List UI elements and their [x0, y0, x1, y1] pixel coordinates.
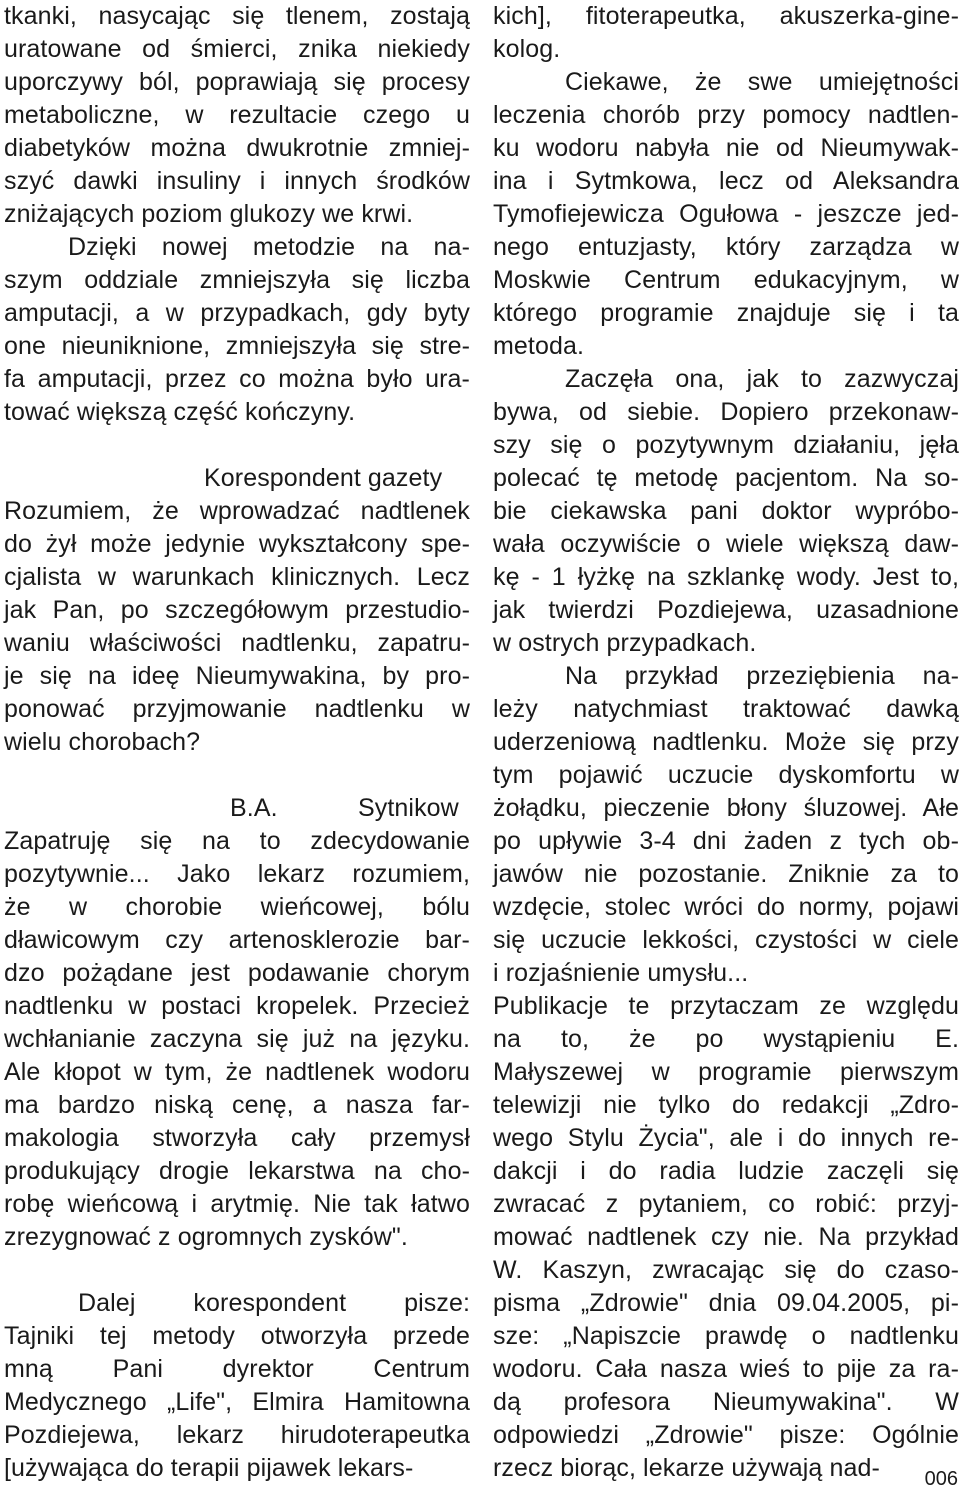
text-line: kich], fitoterapeutka, akuszerka-gine- [493, 2, 959, 30]
text-line: sze: „Napiszcie prawdę o nadtlenku [493, 1322, 959, 1350]
text-line: Ale kłopot w tym, że nadtlenek wodoru [4, 1058, 470, 1086]
text-line: wzdęcie, stolec wróci do normy, pojawi [493, 893, 959, 921]
text-line: metoda. [493, 332, 585, 360]
paragraph-5 [493, 990, 959, 1485]
text-line: rzecz biorąc, lekarze używają nad- [493, 1454, 880, 1482]
text-line: na to, że po wystąpieniu E. [493, 1025, 959, 1053]
text-line: żołądku, pieczenie błony śluzowej. Ałe [493, 794, 959, 822]
text-line: wielu chorobach? [4, 728, 201, 756]
text-line: bie ciekawska pani doktor wypróbo- [493, 497, 959, 525]
text-line: cjalista w warunkach klinicznych. Lecz [4, 563, 470, 591]
text-line: W. Kaszyn, zwracając się do czaso- [493, 1256, 959, 1284]
text-line: polecać tę metodę pacjentom. Na so- [493, 464, 959, 492]
text-line: wodoru. Cała nasza wieś to pije za ra- [493, 1355, 959, 1383]
text-line: i rozjaśnienie umysłu... [493, 959, 749, 987]
text-line: Zapatruję się na to zdecydowanie [4, 827, 470, 855]
speaker-label [4, 792, 470, 825]
text-line: w ostrych przypadkach. [493, 629, 757, 657]
text-line: Medycznego „Life", Elmira Hamitowna [4, 1388, 470, 1416]
text-line: się uczucie lekkości, czystości w ciele [493, 926, 959, 954]
text-line: telewizji nie tylko do redakcji „Zdro- [493, 1091, 959, 1119]
text-line: jak twierdzi Pozdiejewa, uzasadnione [493, 596, 959, 624]
text-line: Tajniki tej metody otworzyła przede [4, 1322, 470, 1350]
text-line: bywa, od siebie. Dopiero przekonaw- [493, 398, 959, 426]
text-line: którego programie znajduje się i ta [493, 299, 959, 327]
text-line: Moskwie Centrum edukacyjnym, w [493, 266, 959, 294]
text-line: fa amputacji, przez co można było ura- [4, 365, 470, 393]
text-line: makologia stworzyła cały przemysł [4, 1124, 470, 1152]
text-line: leczenia chorób przy pomocy nadtlen- [493, 101, 959, 129]
spacer [4, 759, 470, 792]
spacer [4, 429, 470, 462]
text-line: do żył może jedynie wykształcony spe- [4, 530, 470, 558]
text-line: wała oczywiście o wiele większą daw- [493, 530, 959, 558]
text-line: szym oddziale zmniejszyła się liczba [4, 266, 470, 294]
text-line: wego Stylu Życia", ale i do innych re- [493, 1124, 959, 1152]
speaker-initials: B.A. [230, 794, 278, 822]
speaker-name: Sytnikow [358, 794, 459, 822]
text-line: diabetyków można dwukrotnie zmniej- [4, 134, 470, 162]
text-line: produkujący drogie lekarstwa na cho- [4, 1157, 470, 1185]
text-line: Dalej korespondent pisze: [78, 1289, 470, 1317]
text-line: dakcji i do radia ludzie zaczęli się [493, 1157, 959, 1185]
text-line: szy się o pozytywnym działaniu, jęła [493, 431, 959, 459]
text-line: zniżających poziom glukozy we krwi. [4, 200, 414, 228]
paragraph-2 [493, 66, 959, 363]
text-line: leży natychmiast traktować dawką [493, 695, 959, 723]
text-line: Zaczęła ona, jak to zazwyczaj [565, 365, 959, 393]
text-line: Publikacje te przytaczam ze względu [493, 992, 959, 1020]
text-line: tkanki, nasycając się tlenem, zostają [4, 2, 470, 30]
text-line: jak Pan, po szczegółowym przestudio- [4, 596, 470, 624]
text-line: Na przykład przeziębienia na- [565, 662, 959, 690]
text-line: Pozdiejewa, lekarz hirudoterapeutka [4, 1421, 470, 1449]
text-line: waniu właściwości nadtlenku, zapatru- [4, 629, 470, 657]
right-column [493, 0, 959, 1485]
text-line: dzo pożądane jest podawanie chorym [4, 959, 470, 987]
paragraph-3 [493, 363, 959, 660]
paragraph-1 [493, 0, 959, 66]
text-line: mować nadtlenek czy nie. Na przykład [493, 1223, 959, 1251]
text-line: zwracać z pytaniem, co robić: przyj- [493, 1190, 959, 1218]
text-line: metaboliczne, w rezultacie czego u [4, 101, 470, 129]
text-line: [używająca do terapii pijawek lekars- [4, 1454, 414, 1482]
left-column [4, 0, 470, 1485]
text-line: tować większą część kończyny. [4, 398, 356, 426]
text-line: że w chorobie wieńcowej, bólu [4, 893, 470, 921]
text-line: Ciekawe, że swe umiejętności [565, 68, 959, 96]
text-line: odpowiedzi „Zdrowie" pisze: Ogólnie [493, 1421, 959, 1449]
paragraph-2 [4, 231, 470, 429]
text-line: ponować przyjmowanie nadtlenku w [4, 695, 470, 723]
spacer [4, 1254, 470, 1287]
text-line: Dzięki nowej metodzie na na- [68, 233, 470, 261]
text-line: amputacji, a w przypadkach, gdy byty [4, 299, 470, 327]
text-line: kolog. [493, 35, 561, 63]
text-line: szyć dawki insuliny i innych środków [4, 167, 470, 195]
page-number: 006 [924, 1468, 958, 1490]
paragraph-5 [4, 1287, 470, 1485]
text-line: pisma „Zdrowie" dnia 09.04.2005, pi- [493, 1289, 959, 1317]
text-line: po upływie 3-4 dni żaden z tych ob- [493, 827, 959, 855]
text-line: uporczywy ból, poprawiają się procesy [4, 68, 470, 96]
text-line: tym pojawić uczucie dyskomfortu w [493, 761, 959, 789]
text-line: Tymofiejewicza Ogułowa - jeszcze jed- [493, 200, 959, 228]
text-line: mną Pani dyrektor Centrum [4, 1355, 470, 1383]
text-line: robę wieńcową i arytmię. Nie tak łatwo [4, 1190, 470, 1218]
text-line: Małyszewej w programie pierwszym [493, 1058, 959, 1086]
paragraph-4 [4, 825, 470, 1254]
paragraph-4 [493, 660, 959, 990]
text-line: dą profesora Nieumywakina". W [493, 1388, 959, 1416]
text-line: wchłanianie zaczyna się już na języku. [4, 1025, 470, 1053]
paragraph-3 [4, 495, 470, 759]
speaker-label: Korespondent gazety [204, 464, 443, 492]
text-line: jawów nie pozostanie. Zniknie za to [493, 860, 959, 888]
text-line: kę - 1 łyżkę na szklankę wody. Jest to, [493, 563, 959, 591]
text-line: nego entuzjasty, który zarządza w [493, 233, 959, 261]
text-line: uderzeniową nadtlenku. Może się przy [493, 728, 959, 756]
text-line: nadtlenku w postaci kropelek. Przecież [4, 992, 470, 1020]
paragraph-1 [4, 0, 470, 231]
text-line: ku wodoru nabyła nie od Nieumywak- [493, 134, 959, 162]
text-line: pozytywnie... Jako lekarz rozumiem, [4, 860, 470, 888]
text-line: zrezygnować z ogromnych zysków". [4, 1223, 408, 1251]
text-line: ma bardzo niską cenę, a nasza far- [4, 1091, 470, 1119]
text-line: ina i Sytmkowa, lecz od Aleksandra [493, 167, 959, 195]
text-line: je się na ideę Nieumywakina, by pro- [4, 662, 470, 690]
text-line: Rozumiem, że wprowadzać nadtlenek [4, 497, 470, 525]
text-line: uratowane od śmierci, znika niekiedy [4, 35, 470, 63]
text-line: one nieuniknione, zmniejszyła się stre- [4, 332, 470, 360]
text-line: dławicowym czy artenosklerozie bar- [4, 926, 470, 954]
